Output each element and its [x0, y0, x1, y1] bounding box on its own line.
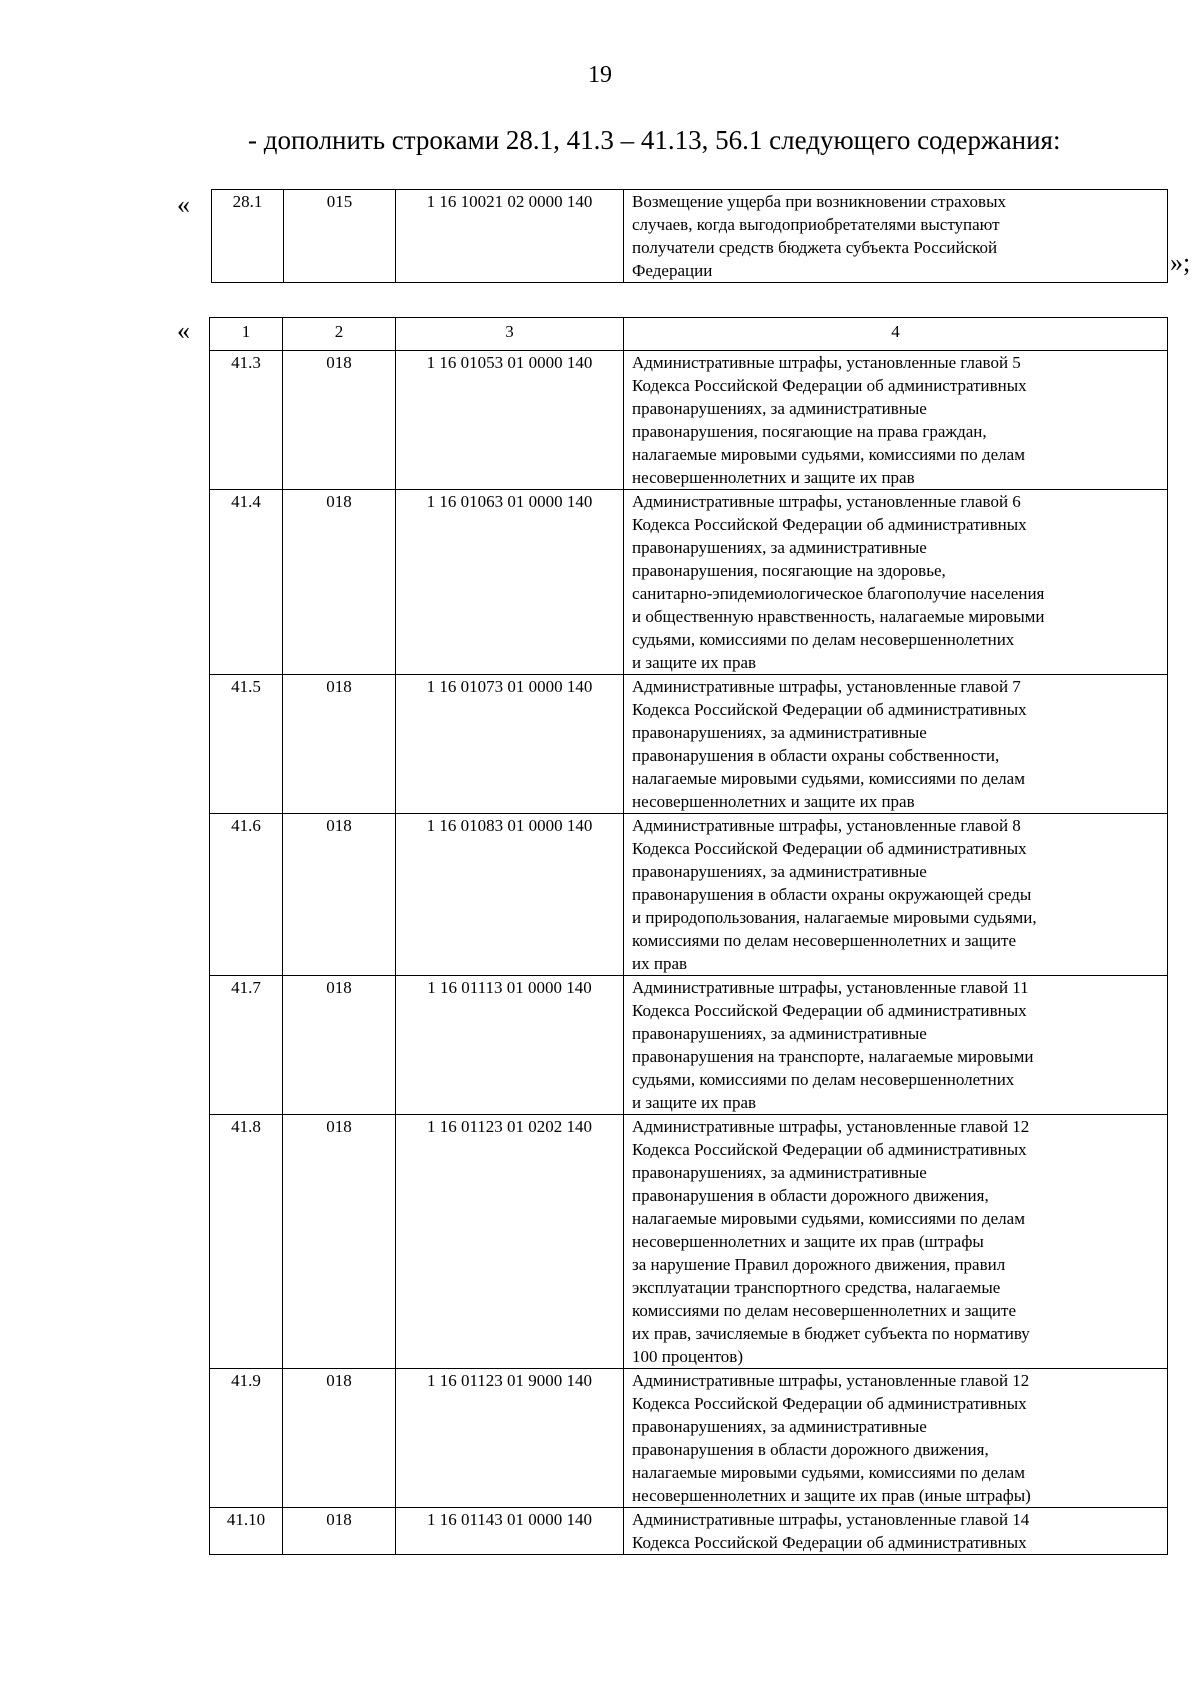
row-number: 41.3	[210, 351, 283, 490]
budget-code: 1 16 01083 01 0000 140	[396, 814, 624, 976]
table-rows-41	[209, 317, 1168, 1555]
description-line: правонарушения, посягающие на права граждан,	[632, 422, 987, 441]
description	[624, 976, 1168, 1115]
description-line: правонарушения в области дорожного движения,	[632, 1186, 989, 1205]
description-line: Кодекса Российской Федерации об административных	[632, 1394, 1027, 1413]
description	[624, 490, 1168, 675]
table-row	[210, 814, 1168, 976]
admin-code: 018	[283, 351, 396, 490]
description-line: налагаемые мировыми судьями, комиссиями по делам	[632, 1209, 1025, 1228]
admin-code: 018	[283, 1115, 396, 1369]
budget-code: 1 16 01063 01 0000 140	[396, 490, 624, 675]
row-number: 41.10	[210, 1508, 283, 1555]
page-number: 19	[588, 62, 612, 88]
description	[624, 675, 1168, 814]
budget-code: 1 16 10021 02 0000 140	[396, 190, 624, 283]
description-line: правонарушения, посягающие на здоровье,	[632, 561, 946, 580]
description-line: несовершеннолетних и защите их прав	[632, 468, 915, 487]
admin-code: 018	[283, 976, 396, 1115]
description-line: Кодекса Российской Федерации об административных	[632, 1533, 1027, 1552]
description-line: комиссиями по делам несовершеннолетних и защите	[632, 1301, 1016, 1320]
admin-code: 018	[283, 675, 396, 814]
row-number: 41.8	[210, 1115, 283, 1369]
description-line: и защите их прав	[632, 1093, 757, 1112]
admin-code: 018	[283, 490, 396, 675]
description-line: правонарушениях, за административные	[632, 1417, 927, 1436]
row-number: 41.4	[210, 490, 283, 675]
description-line: правонарушениях, за административные	[632, 862, 927, 881]
description-line: правонарушения в области охраны собственности,	[632, 746, 1000, 765]
opening-quote-1: «	[177, 190, 190, 219]
description-line: Кодекса Российской Федерации об административных	[632, 839, 1027, 858]
description	[624, 1115, 1168, 1369]
budget-code: 1 16 01143 01 0000 140	[396, 1508, 624, 1555]
description-line: и природопользования, налагаемые мировыми судьями,	[632, 908, 1037, 927]
budget-code: 1 16 01123 01 0202 140	[396, 1115, 624, 1369]
column-header: 1	[210, 318, 283, 351]
row-number: 41.7	[210, 976, 283, 1115]
closing-quote-1: »;	[1170, 248, 1191, 277]
description-line: Административные штрафы, установленные главой 8	[632, 816, 1021, 835]
description-line: Кодекса Российской Федерации об административных	[632, 376, 1027, 395]
row-number: 28.1	[212, 190, 284, 283]
description-line: правонарушениях, за административные	[632, 538, 927, 557]
description-line: Административные штрафы, установленные главой 11	[632, 978, 1029, 997]
description-line: их прав	[632, 954, 688, 973]
description-line: несовершеннолетних и защите их прав (штрафы	[632, 1232, 984, 1251]
description-line: правонарушениях, за административные	[632, 399, 927, 418]
description	[624, 190, 1168, 283]
table-row	[212, 190, 1168, 283]
table-row	[210, 976, 1168, 1115]
budget-code: 1 16 01123 01 9000 140	[396, 1369, 624, 1508]
description-line: правонарушениях, за административные	[632, 1163, 927, 1182]
description-line: Административные штрафы, установленные главой 7	[632, 677, 1021, 696]
description-line: санитарно-эпидемиологическое благополучие населения	[632, 584, 1045, 603]
amendment-intro: - дополнить строками 28.1, 41.3 – 41.13, 56.1 следующего содержания:	[248, 125, 1061, 155]
description-line: Кодекса Российской Федерации об административных	[632, 515, 1027, 534]
row-number: 41.6	[210, 814, 283, 976]
description-line: Кодекса Российской Федерации об административных	[632, 700, 1027, 719]
description-line: Возмещение ущерба при возникновении страховых	[632, 192, 1006, 211]
table-row	[210, 1115, 1168, 1369]
description-line: Административные штрафы, установленные главой 5	[632, 353, 1021, 372]
budget-code: 1 16 01073 01 0000 140	[396, 675, 624, 814]
description-line: судьями, комиссиями по делам несовершеннолетних	[632, 1070, 1015, 1089]
description	[624, 351, 1168, 490]
description-line: налагаемые мировыми судьями, комиссиями по делам	[632, 445, 1025, 464]
description-line: Кодекса Российской Федерации об административных	[632, 1140, 1027, 1159]
description-line: их прав, зачисляемые в бюджет субъекта по нормативу	[632, 1324, 1030, 1343]
admin-code: 018	[283, 1508, 396, 1555]
table-row	[210, 351, 1168, 490]
admin-code: 018	[283, 814, 396, 976]
description-line: судьями, комиссиями по делам несовершеннолетних	[632, 630, 1015, 649]
table-row-28-1	[211, 189, 1168, 283]
column-header: 4	[624, 318, 1168, 351]
description-line: Административные штрафы, установленные главой 14	[632, 1510, 1030, 1529]
row-number: 41.9	[210, 1369, 283, 1508]
description-line: получатели средств бюджета субъекта Российской	[632, 238, 998, 257]
description-line: за нарушение Правил дорожного движения, правил	[632, 1255, 1006, 1274]
table-body	[210, 351, 1168, 1555]
budget-code: 1 16 01053 01 0000 140	[396, 351, 624, 490]
table-row	[210, 1508, 1168, 1555]
description-line: комиссиями по делам несовершеннолетних и защите	[632, 931, 1016, 950]
description-line: налагаемые мировыми судьями, комиссиями по делам	[632, 1463, 1025, 1482]
description-line: правонарушения в области охраны окружающей среды	[632, 885, 1032, 904]
table-header-row	[210, 318, 1168, 351]
description-line: Федерации	[632, 261, 713, 280]
description-line: правонарушениях, за административные	[632, 723, 927, 742]
description-line: несовершеннолетних и защите их прав	[632, 792, 915, 811]
description-line: несовершеннолетних и защите их прав (иные штрафы)	[632, 1486, 1031, 1505]
row-number: 41.5	[210, 675, 283, 814]
description-line: Административные штрафы, установленные главой 6	[632, 492, 1021, 511]
description-line: 100 процентов)	[632, 1347, 743, 1366]
table-row	[210, 490, 1168, 675]
table-row	[210, 675, 1168, 814]
description-line: правонарушения в области дорожного движения,	[632, 1440, 989, 1459]
description-line: налагаемые мировыми судьями, комиссиями по делам	[632, 769, 1025, 788]
description-line: и общественную нравственность, налагаемые мировыми	[632, 607, 1045, 626]
table-row	[210, 1369, 1168, 1508]
opening-quote-2: «	[177, 316, 190, 345]
description-line: случаев, когда выгодоприобретателями выступают	[632, 215, 1000, 234]
description	[624, 814, 1168, 976]
column-header: 3	[396, 318, 624, 351]
description-line: Административные штрафы, установленные главой 12	[632, 1371, 1030, 1390]
description	[624, 1508, 1168, 1555]
column-header: 2	[283, 318, 396, 351]
description-line: и защите их прав	[632, 653, 757, 672]
admin-code: 018	[283, 1369, 396, 1508]
description-line: Административные штрафы, установленные главой 12	[632, 1117, 1030, 1136]
description-line: правонарушениях, за административные	[632, 1024, 927, 1043]
description-line: эксплуатации транспортного средства, налагаемые	[632, 1278, 1001, 1297]
budget-code: 1 16 01113 01 0000 140	[396, 976, 624, 1115]
description-line: правонарушения на транспорте, налагаемые мировыми	[632, 1047, 1034, 1066]
admin-code: 015	[284, 190, 396, 283]
description-line: Кодекса Российской Федерации об административных	[632, 1001, 1027, 1020]
description	[624, 1369, 1168, 1508]
